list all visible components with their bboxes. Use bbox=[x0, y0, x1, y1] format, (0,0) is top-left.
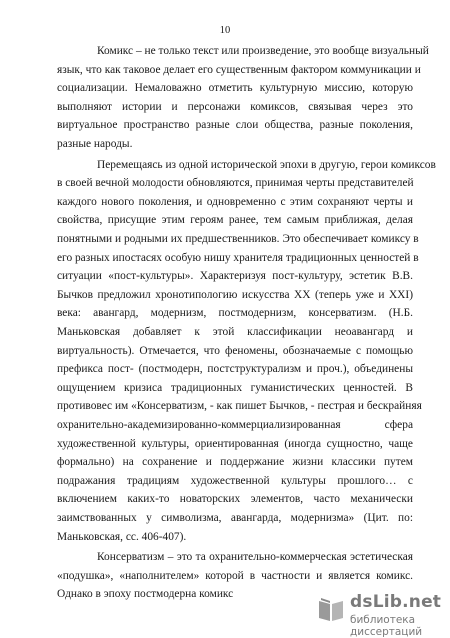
book-logo-icon bbox=[316, 594, 346, 624]
text-line: социализации. Немаловажно отметить культурную миссию, которую bbox=[57, 82, 413, 95]
text-line: каждого нового поколения, и одновременно с этим сохраняют черты и bbox=[57, 195, 413, 208]
text-line: понятными и родными их предшественников. Это обеспечивает комиксу в bbox=[57, 233, 419, 245]
text-line: Маньковская добавляет к этой классификации неоавангард и bbox=[57, 326, 413, 338]
text-line: включением каких-то новаторских элементов, часто механически bbox=[57, 493, 413, 506]
text-line: Консерватизм – это та охранительно-коммерческая эстетическая bbox=[97, 551, 413, 564]
text-line: префикса пост- (постмодерн, постструктурализм и проч.), объединены bbox=[57, 363, 413, 376]
text-line: века: авангард, модернизм, постмодернизм, консерватизм. (Н.Б. bbox=[57, 307, 413, 320]
text-line: язык, что как таковое делает его существенным фактором коммуникации и bbox=[57, 63, 421, 76]
watermark bbox=[316, 590, 444, 638]
text-line: подражания традициям художественной культуры прошлого… с bbox=[57, 474, 413, 487]
text-line: Маньковская, сс. 406-407). bbox=[57, 530, 187, 543]
text-line: виртуальность). Отмечается, что феномены, обозначаемые с помощью bbox=[57, 344, 413, 357]
text-line: в своей вечной молодости обновляются, принимая черты представителей bbox=[57, 177, 414, 190]
watermark-subtitle: библиотека диссертаций bbox=[350, 614, 423, 638]
text-line: разные народы. bbox=[57, 138, 133, 150]
text-line: его разных ипостасях особую нишу хранителя традиционных ценностей в bbox=[57, 251, 419, 264]
text-line: ситуации «пост-культуры». Характеризуя пост-культуру, эстетик В.В. bbox=[57, 270, 413, 283]
text-line: «подушка», «наполнителем» которой в частности и является комикс. bbox=[57, 569, 413, 582]
text-line: Однако в эпоху постмодерна комикс bbox=[57, 588, 234, 601]
watermark-brand: dsLib.net bbox=[350, 592, 442, 612]
text-line: Бычков предложил хронотипологию искусства ХХ (теперь уже и XXI) bbox=[57, 288, 413, 301]
text-line: ощущением кризиса традиционных гуманистических ценностей. В bbox=[57, 381, 413, 394]
text-line: заимствованных у символизма, авангарда, модернизма» (Цит. по: bbox=[57, 512, 413, 524]
page-number: 10 bbox=[219, 25, 231, 36]
text-line: Комикс – не только текст или произведение, это вообще визуальный bbox=[97, 45, 429, 57]
text-line: художественной культуры, ориентированная (иногда сущностно, чаще bbox=[57, 437, 413, 450]
text-line: формально) на сохранение и поддержание жизни классики путем bbox=[57, 456, 413, 469]
text-line: выполняют истории и персонажи комиксов, связывая через это bbox=[57, 100, 413, 113]
text-line: противовес им «Консерватизм, - как пишет Бычков, - пестрая и бескрайняя bbox=[57, 400, 422, 413]
text-line: виртуальное пространство разные слои общества, разные поколения, bbox=[57, 119, 413, 132]
text-line: Перемещаясь из одной исторической эпохи в другую, герои комиксов bbox=[97, 158, 436, 171]
text-line: свойства, присущие этим героям ранее, тем самым приближая, делая bbox=[57, 214, 413, 227]
text-line: охранительно-академизированно-коммерциализированная сфера bbox=[57, 419, 413, 431]
